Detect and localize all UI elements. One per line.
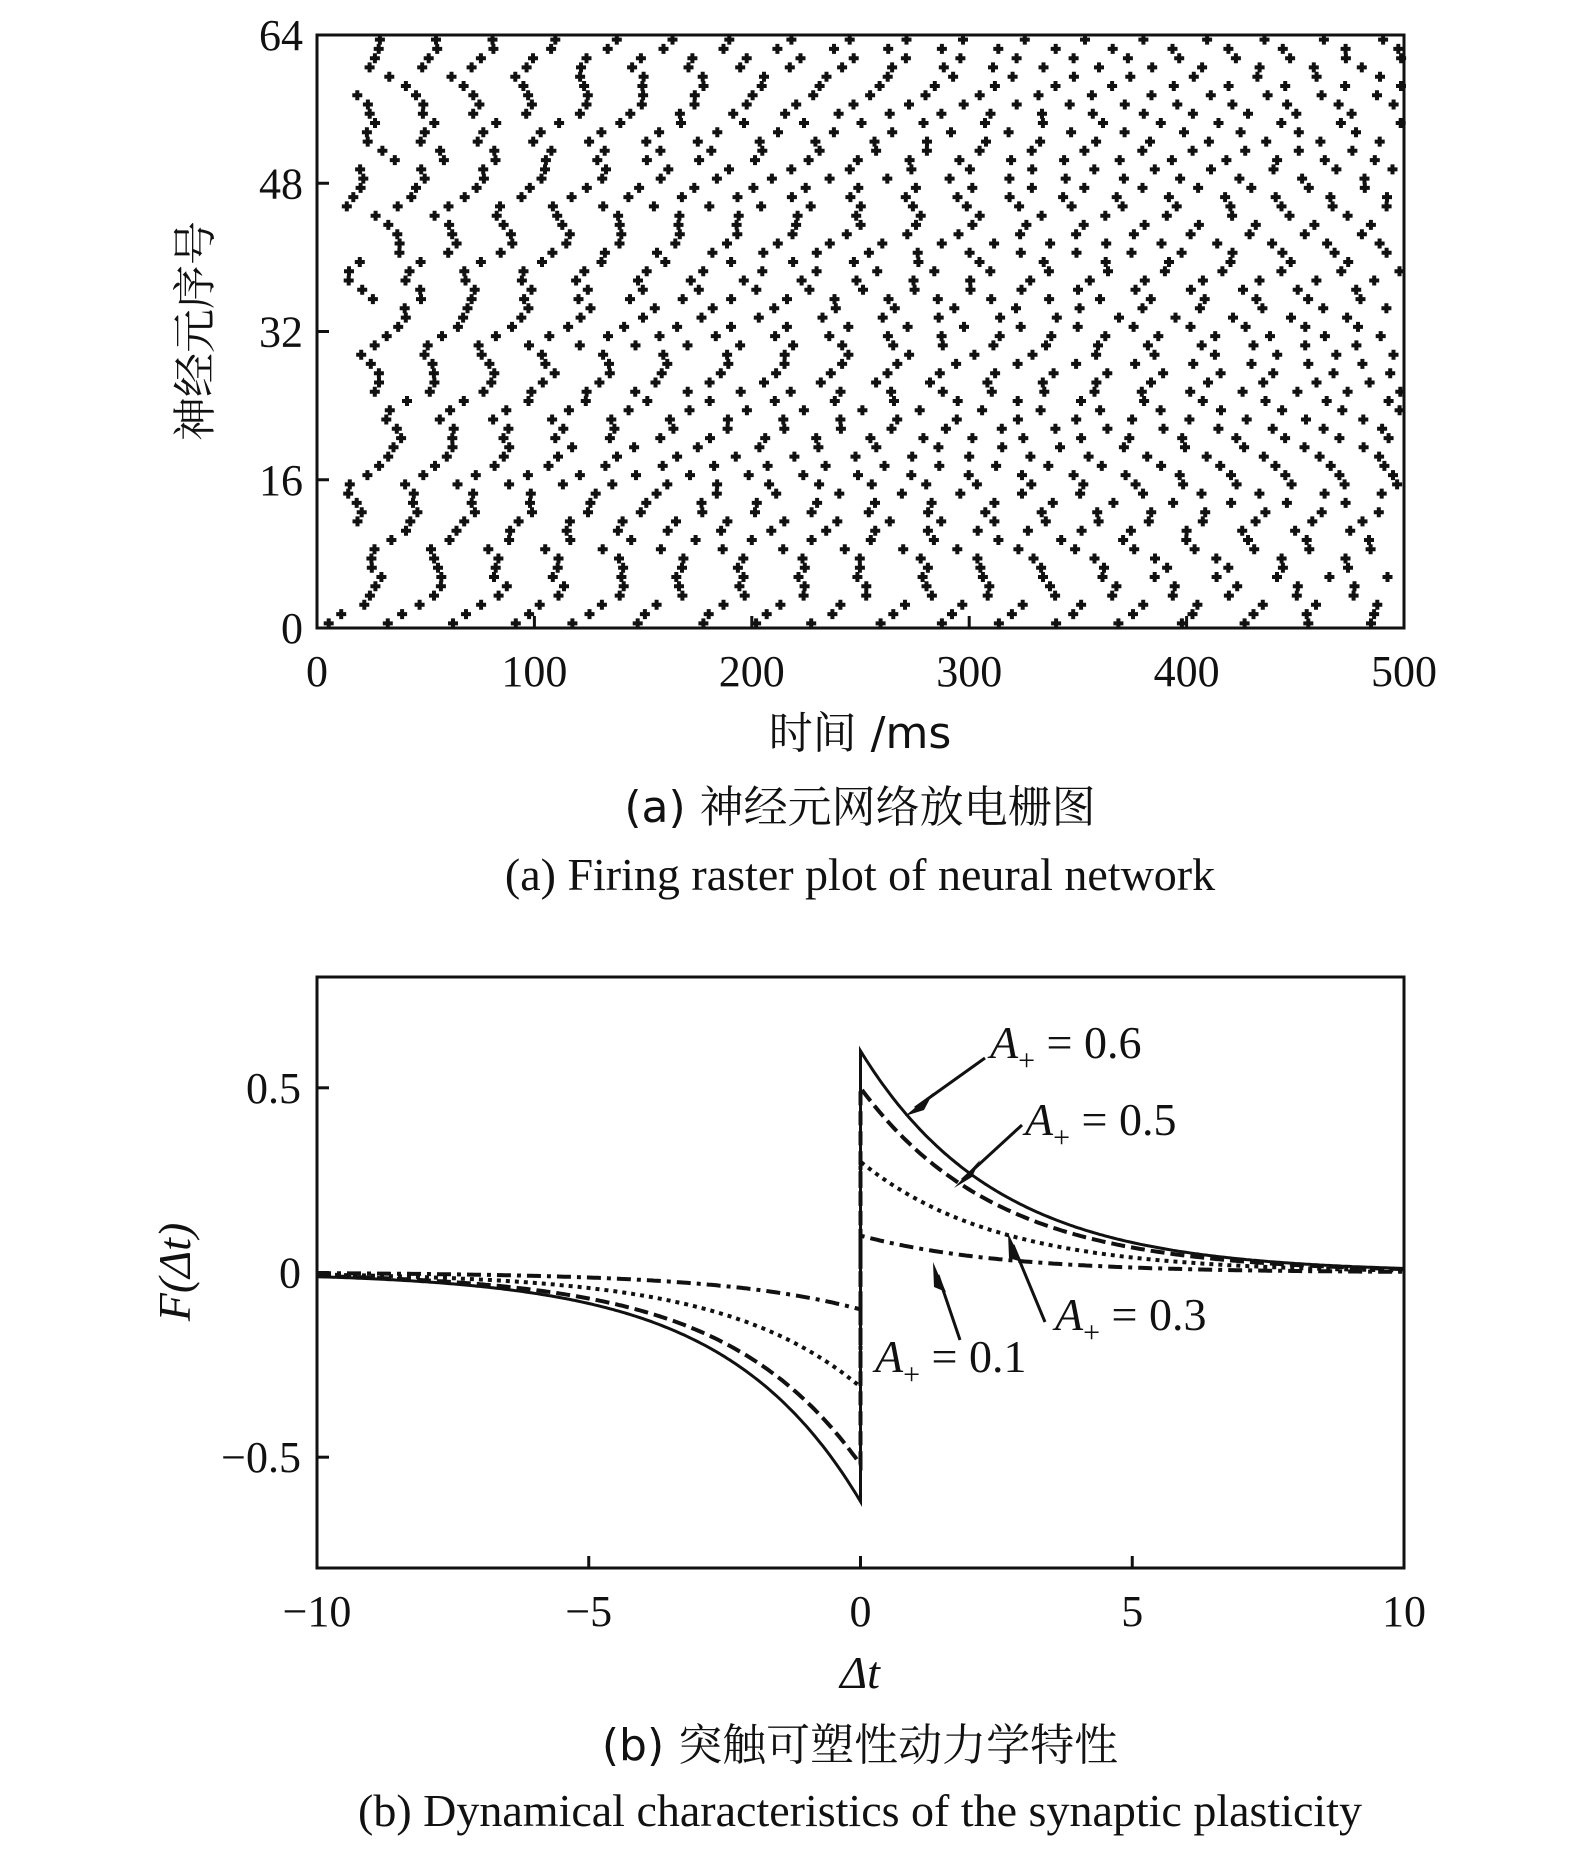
raster-spikes xyxy=(324,35,1406,629)
stdp-x-tick-label: −10 xyxy=(282,1587,352,1636)
raster-caption-en: (a) Firing raster plot of neural network xyxy=(504,849,1216,900)
stdp-panel xyxy=(149,977,1426,1836)
raster-y-tick-label: 16 xyxy=(259,455,303,505)
stdp-y-axis-label: F(Δt) xyxy=(149,1222,200,1322)
annot-a01-main: A xyxy=(875,1331,904,1382)
svg-text:A+ = 0.5 xyxy=(1022,1094,1176,1154)
svg-text:A+ = 0.3 xyxy=(1052,1289,1206,1349)
annot-a06-sub: + xyxy=(1018,1044,1036,1077)
stdp-y-tick-label: 0 xyxy=(279,1248,301,1298)
stdp-y-tick-label: −0.5 xyxy=(221,1433,301,1483)
raster-x-tick-label: 400 xyxy=(1153,647,1220,696)
annot-a05-sub: + xyxy=(1053,1121,1071,1154)
raster-y-tick-label: 48 xyxy=(259,159,303,209)
annot-a05-value: = 0.5 xyxy=(1070,1094,1177,1145)
raster-x-tick-label: 100 xyxy=(501,647,568,696)
stdp-x-tick-label: 5 xyxy=(1121,1587,1144,1636)
stdp-x-tick-label: 10 xyxy=(1382,1587,1426,1636)
raster-x-tick-label: 500 xyxy=(1371,647,1437,696)
stdp-x-axis-label: Δt xyxy=(840,1647,880,1698)
raster-y-tick-label: 0 xyxy=(281,604,303,653)
stdp-y-tick-label: 0.5 xyxy=(246,1063,301,1113)
stdp-x-tick-label: 0 xyxy=(849,1587,872,1636)
annotation-a05 xyxy=(954,1094,1176,1188)
annot-a03-main: A xyxy=(1055,1289,1084,1340)
raster-panel xyxy=(170,11,1437,900)
raster-x-tick-label: 300 xyxy=(936,647,1003,696)
spike-markers xyxy=(324,35,1406,629)
stdp-x-tick-label: −5 xyxy=(565,1587,613,1636)
annot-a01-value: = 0.1 xyxy=(920,1331,1027,1382)
annot-a01-sub: + xyxy=(903,1358,921,1391)
raster-caption-cn: (a) 神经元网络放电栅图 xyxy=(624,782,1096,833)
stdp-y-ticks xyxy=(221,1064,329,1482)
annot-a06-value: = 0.6 xyxy=(1035,1017,1142,1068)
svg-text:A+ = 0.6 xyxy=(987,1017,1141,1077)
annot-a03-value: = 0.3 xyxy=(1100,1289,1207,1340)
annot-a06-main: A xyxy=(990,1017,1019,1068)
raster-x-axis-label: 时间 /ms xyxy=(768,708,952,759)
raster-y-tick-label: 64 xyxy=(259,11,303,60)
raster-x-tick-label: 0 xyxy=(306,647,328,696)
raster-x-tick-label: 200 xyxy=(718,647,785,696)
stdp-curves xyxy=(317,1051,1404,1502)
annot-a03-sub: + xyxy=(1083,1316,1101,1349)
annot-a05-main: A xyxy=(1025,1094,1054,1145)
raster-y-axis-label: 神经元序号 xyxy=(170,221,221,441)
stdp-caption-cn: (b) 突触可塑性动力学特性 xyxy=(601,1720,1119,1771)
stdp-caption-en: (b) Dynamical characteristics of the synaptic plasticity xyxy=(358,1785,1362,1836)
svg-text:A+ = 0.1 xyxy=(872,1331,1026,1391)
annotation-a01 xyxy=(872,1262,1026,1391)
raster-y-tick-label: 32 xyxy=(259,307,303,357)
